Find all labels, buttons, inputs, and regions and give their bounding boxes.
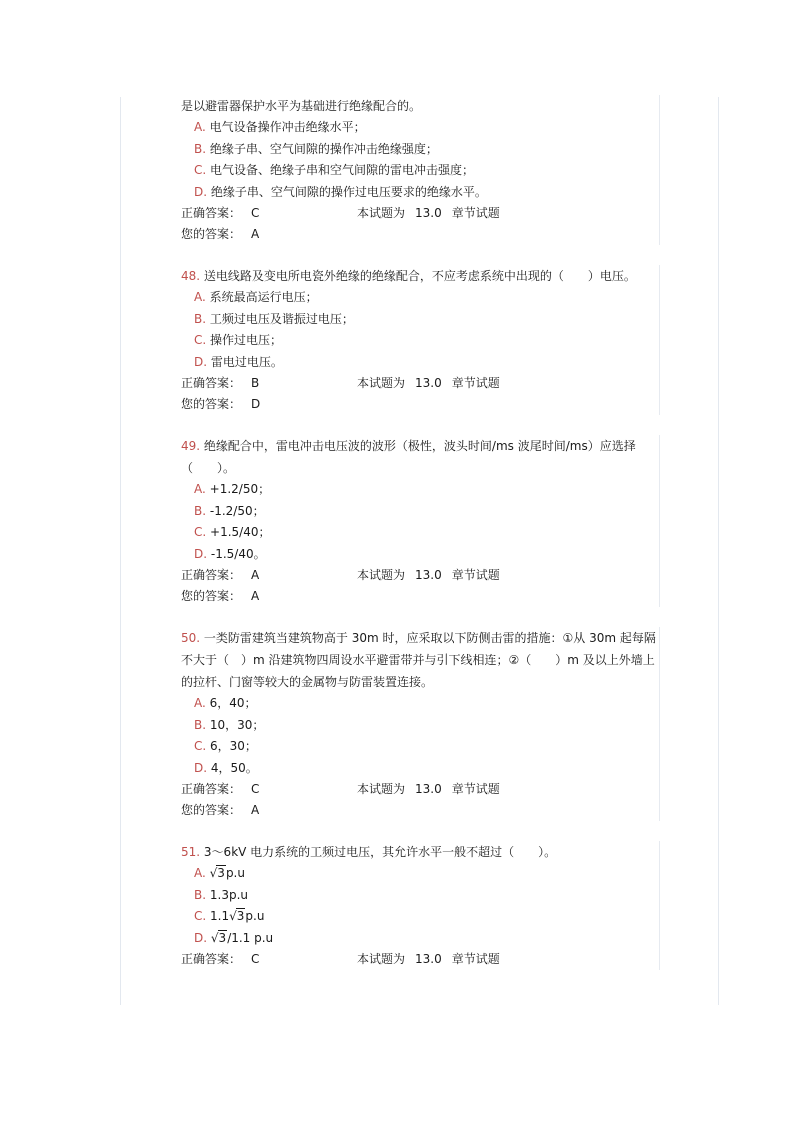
option-a[interactable]: A. 6，40； [194, 696, 257, 710]
correct-answer-row: 正确答案： B 本试题为 13.0 章节试题 [181, 376, 500, 390]
your-answer-row: 您的答案： D [181, 397, 261, 411]
page-frame-left [120, 97, 121, 1005]
option-b[interactable]: B. 工频过电压及谐振过电压； [194, 311, 354, 326]
question-48 [181, 265, 659, 415]
option-d[interactable]: D. 雷电过电压。 [194, 354, 283, 369]
option-a[interactable]: A. 系统最高运行电压； [194, 290, 318, 304]
question-50 [181, 627, 659, 821]
question-47-continued [181, 95, 659, 245]
option-d[interactable]: D. -1.5/40。 [194, 546, 266, 561]
option-d[interactable]: D. √3/1.1 p.u [194, 930, 274, 945]
option-c[interactable]: C. 1.1√3p.u [194, 909, 265, 923]
correct-answer-row: 正确答案： C 本试题为 13.0 章节试题 [181, 782, 500, 796]
question-list [181, 95, 659, 970]
your-answer-row: 您的答案： A [181, 803, 260, 817]
option-c[interactable]: C. +1.5/40； [194, 525, 271, 539]
option-b[interactable]: B. 绝缘子串、空气间隙的操作冲击绝缘强度； [194, 141, 438, 156]
question-text: 是以避雷器保护水平为基础进行绝缘配合的。 [181, 99, 422, 113]
option-b[interactable]: B. 1.3p.u [194, 887, 248, 902]
option-a[interactable]: A. +1.2/50； [194, 482, 271, 496]
option-c[interactable]: C. 电气设备、绝缘子串和空气间隙的雷电冲击强度； [194, 163, 475, 177]
question-text: 48. 送电线路及变电所电瓷外绝缘的绝缘配合，不应考虑系统中出现的（ ）电压。 [181, 269, 636, 283]
correct-answer-row: 正确答案： A 本试题为 13.0 章节试题 [181, 568, 500, 582]
option-c[interactable]: C. 6，30； [194, 739, 257, 753]
sqrt-symbol-icon: √ [209, 866, 218, 880]
correct-answer-row: 正确答案： C 本试题为 13.0 章节试题 [181, 206, 500, 220]
question-51 [181, 841, 659, 970]
option-d[interactable]: D. 绝缘子串、空气间隙的操作过电压要求的绝缘水平。 [194, 184, 487, 199]
question-text: 51. 3～6kV 电力系统的工频过电压，其允许水平一般不超过（ ）。 [181, 845, 557, 859]
correct-answer-row: 正确答案： C 本试题为 13.0 章节试题 [181, 952, 500, 966]
page-frame-right [718, 97, 719, 1005]
option-a[interactable]: A. √3p.u [194, 866, 245, 880]
option-d[interactable]: D. 4，50。 [194, 760, 258, 775]
option-b[interactable]: B. -1.2/50； [194, 503, 265, 518]
question-49 [181, 435, 659, 607]
question-text: 50. 一类防雷建筑当建筑物高于 30m 时，应采取以下防侧击雷的措施：①从 30m 起每隔不大于（ ）m 沿建筑物四周设水平避雷带并与引下线相连；②（ ）m 及以上外墙上的拉杆、门窗等较大的金属物与防雷装置连接。 [181, 631, 656, 689]
your-answer-row: 您的答案： A [181, 589, 260, 603]
option-b[interactable]: B. 10，30； [194, 717, 265, 732]
question-text: 49. 绝缘配合中，雷电冲击电压波的波形（极性，波头时间/ms 波尾时间/ms）应选择（ ）。 [181, 439, 636, 475]
option-a[interactable]: A. 电气设备操作冲击绝缘水平； [194, 120, 366, 134]
sqrt-symbol-icon: √ [210, 930, 219, 945]
sqrt-symbol-icon: √ [229, 909, 237, 923]
option-c[interactable]: C. 操作过电压； [194, 333, 283, 347]
your-answer-row: 您的答案： A [181, 227, 260, 241]
